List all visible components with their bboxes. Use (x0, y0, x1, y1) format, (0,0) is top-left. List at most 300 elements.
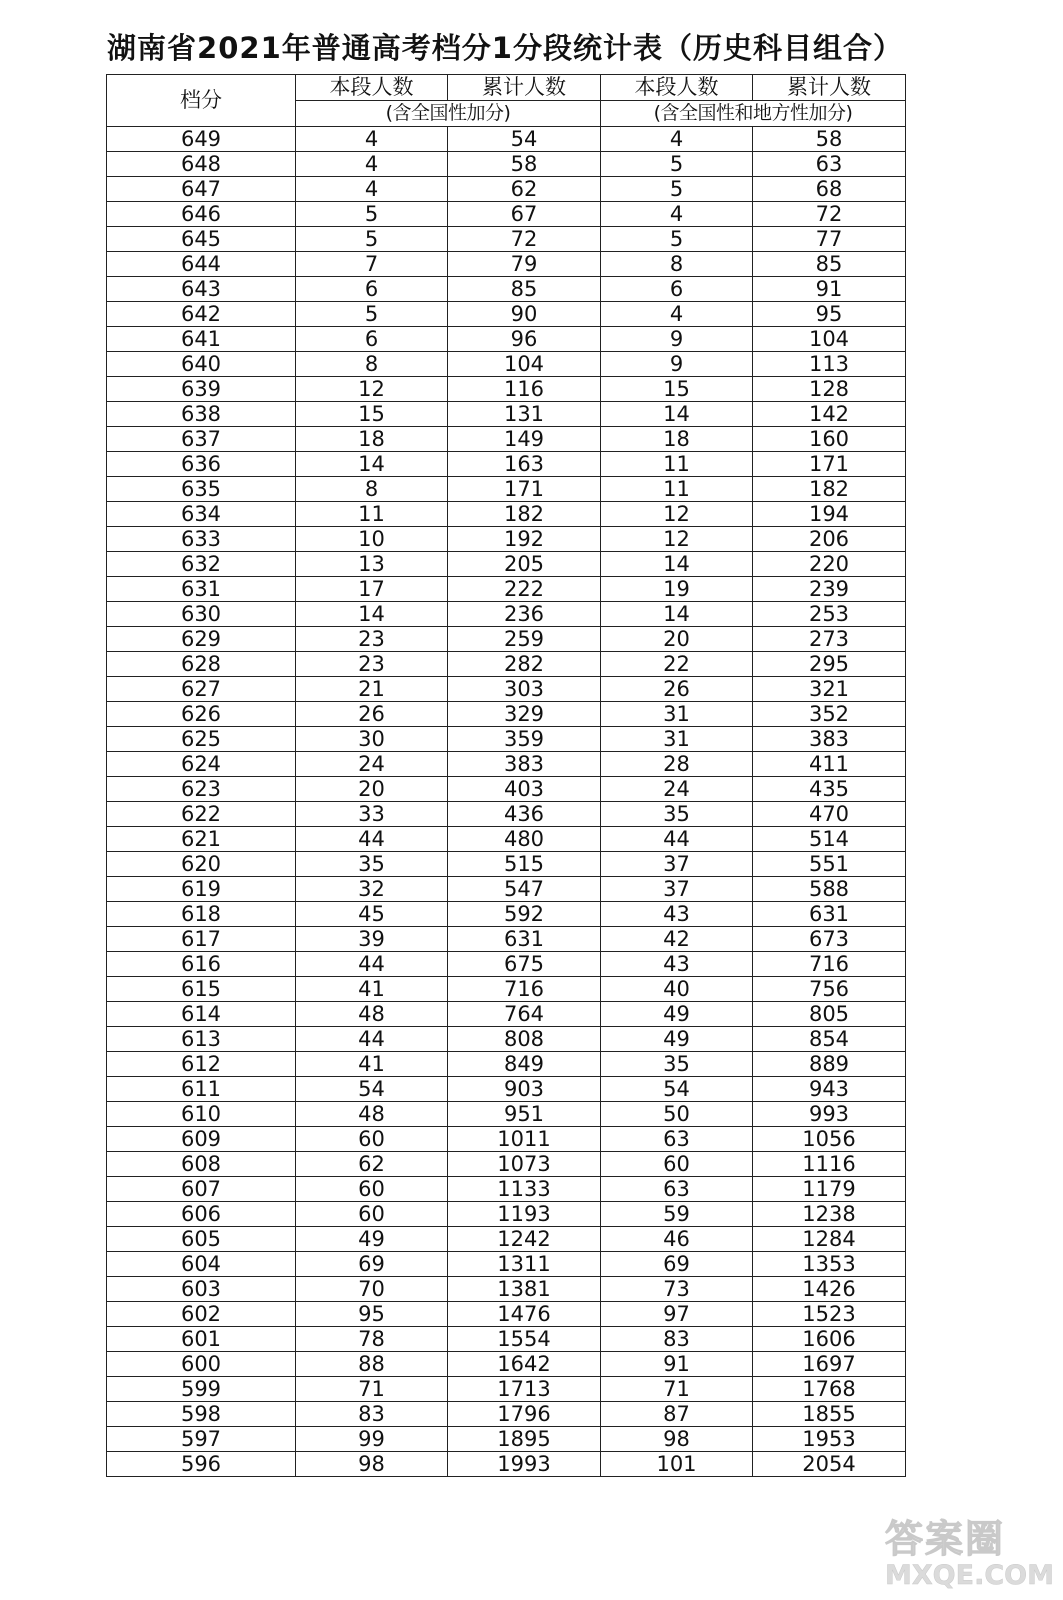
table-row (107, 1002, 906, 1027)
segment-count-cell-1: 26 (296, 702, 448, 727)
table-row (107, 402, 906, 427)
table-row (107, 752, 906, 777)
score-cell: 647 (107, 177, 296, 202)
score-cell: 645 (107, 227, 296, 252)
score-cell: 619 (107, 877, 296, 902)
cumulative-count-cell-1: 85 (448, 277, 601, 302)
segment-count-cell-2: 101 (601, 1452, 753, 1477)
cumulative-count-cell-2: 470 (753, 802, 906, 827)
segment-count-cell-1: 98 (296, 1452, 448, 1477)
score-cell: 639 (107, 377, 296, 402)
segment-count-cell-1: 39 (296, 927, 448, 952)
segment-count-cell-1: 54 (296, 1077, 448, 1102)
cumulative-count-cell-1: 90 (448, 302, 601, 327)
segment-count-cell-1: 15 (296, 402, 448, 427)
cumulative-count-cell-2: 1606 (753, 1327, 906, 1352)
score-cell: 649 (107, 127, 296, 152)
table-row (107, 902, 906, 927)
score-column-header: 档分 (107, 75, 296, 127)
table-header (107, 75, 906, 127)
cumulative-count-cell-1: 259 (448, 627, 601, 652)
segment-count-cell-1: 33 (296, 802, 448, 827)
segment-count-cell-2: 49 (601, 1027, 753, 1052)
segment-count-cell-1: 23 (296, 652, 448, 677)
score-cell: 604 (107, 1252, 296, 1277)
score-cell: 613 (107, 1027, 296, 1052)
segment-count-cell-1: 23 (296, 627, 448, 652)
cumulative-count-cell-1: 1133 (448, 1177, 601, 1202)
segment-count-cell-2: 19 (601, 577, 753, 602)
table-row (107, 1327, 906, 1352)
segment-count-cell-1: 69 (296, 1252, 448, 1277)
segment-count-cell-2: 11 (601, 477, 753, 502)
score-cell: 618 (107, 902, 296, 927)
segment-count-cell-1: 41 (296, 977, 448, 1002)
watermark-logo: 答案圈 (885, 1517, 1006, 1561)
score-cell: 633 (107, 527, 296, 552)
cumulative-count-cell-1: 171 (448, 477, 601, 502)
segment-count-cell-2: 87 (601, 1402, 753, 1427)
cumulative-count-cell-1: 951 (448, 1102, 601, 1127)
score-cell: 626 (107, 702, 296, 727)
table-row (107, 652, 906, 677)
cumulative-count-cell-2: 68 (753, 177, 906, 202)
cumulative-count-cell-2: 588 (753, 877, 906, 902)
segment-count-cell-1: 99 (296, 1427, 448, 1452)
table-row (107, 452, 906, 477)
table-row (107, 1377, 906, 1402)
cumulative-count-cell-2: 1353 (753, 1252, 906, 1277)
cumulative-count-cell-2: 514 (753, 827, 906, 852)
segment-count-cell-2: 26 (601, 677, 753, 702)
score-cell: 627 (107, 677, 296, 702)
cumulative-count-cell-2: 1238 (753, 1202, 906, 1227)
cumulative-count-cell-2: 383 (753, 727, 906, 752)
segment-count-cell-2: 83 (601, 1327, 753, 1352)
table-row (107, 527, 906, 552)
segment-count-cell-2: 63 (601, 1127, 753, 1152)
segment-count-cell-2: 24 (601, 777, 753, 802)
segment-count-cell-1: 4 (296, 177, 448, 202)
segment-count-cell-1: 8 (296, 477, 448, 502)
table-row (107, 827, 906, 852)
segment-count-cell-1: 44 (296, 827, 448, 852)
segment-count-cell-1: 78 (296, 1327, 448, 1352)
score-cell: 625 (107, 727, 296, 752)
score-cell: 646 (107, 202, 296, 227)
table-row (107, 727, 906, 752)
segment-count-cell-1: 20 (296, 777, 448, 802)
cumulative-count-cell-1: 1642 (448, 1352, 601, 1377)
cumulative-count-cell-1: 1311 (448, 1252, 601, 1277)
cumulative-count-cell-1: 547 (448, 877, 601, 902)
cumulative-count-cell-2: 551 (753, 852, 906, 877)
score-cell: 637 (107, 427, 296, 452)
cumulative-count-cell-1: 67 (448, 202, 601, 227)
segment-count-cell-2: 20 (601, 627, 753, 652)
segment-count-cell-1: 32 (296, 877, 448, 902)
score-cell: 599 (107, 1377, 296, 1402)
segment-count-cell-1: 5 (296, 302, 448, 327)
cumulative-count-cell-1: 716 (448, 977, 601, 1002)
score-cell: 648 (107, 152, 296, 177)
segment-count-cell-2: 60 (601, 1152, 753, 1177)
table-body (107, 127, 906, 1477)
cumulative-count-cell-2: 435 (753, 777, 906, 802)
table-row (107, 927, 906, 952)
segment-count-cell-1: 41 (296, 1052, 448, 1077)
segment-count-cell-2: 4 (601, 302, 753, 327)
segment-count-cell-2: 31 (601, 702, 753, 727)
segment-count-header-2: 本段人数 (601, 75, 753, 101)
cumulative-count-cell-1: 480 (448, 827, 601, 852)
segment-count-cell-2: 43 (601, 952, 753, 977)
table-row (107, 127, 906, 152)
cumulative-count-cell-2: 63 (753, 152, 906, 177)
cumulative-count-cell-1: 1796 (448, 1402, 601, 1427)
table-row (107, 602, 906, 627)
table-row (107, 1152, 906, 1177)
cumulative-count-cell-2: 805 (753, 1002, 906, 1027)
segment-count-cell-2: 4 (601, 202, 753, 227)
cumulative-count-cell-2: 352 (753, 702, 906, 727)
segment-count-cell-1: 6 (296, 327, 448, 352)
cumulative-count-cell-1: 1011 (448, 1127, 601, 1152)
cumulative-count-cell-2: 993 (753, 1102, 906, 1127)
table-row (107, 1352, 906, 1377)
segment-count-cell-2: 59 (601, 1202, 753, 1227)
score-cell: 623 (107, 777, 296, 802)
segment-count-cell-1: 62 (296, 1152, 448, 1177)
segment-count-cell-1: 48 (296, 1002, 448, 1027)
score-cell: 620 (107, 852, 296, 877)
table-row (107, 352, 906, 377)
cumulative-count-cell-2: 171 (753, 452, 906, 477)
table-row (107, 1302, 906, 1327)
segment-count-cell-1: 8 (296, 352, 448, 377)
segment-count-cell-2: 97 (601, 1302, 753, 1327)
cumulative-count-cell-2: 239 (753, 577, 906, 602)
table-row (107, 1427, 906, 1452)
cumulative-count-cell-2: 1116 (753, 1152, 906, 1177)
cumulative-count-cell-2: 273 (753, 627, 906, 652)
score-cell: 598 (107, 1402, 296, 1427)
cumulative-count-cell-1: 282 (448, 652, 601, 677)
cumulative-count-cell-1: 903 (448, 1077, 601, 1102)
cumulative-count-cell-2: 321 (753, 677, 906, 702)
table-row (107, 952, 906, 977)
score-cell: 617 (107, 927, 296, 952)
segment-count-cell-1: 49 (296, 1227, 448, 1252)
segment-count-cell-1: 17 (296, 577, 448, 602)
table-row (107, 1077, 906, 1102)
cumulative-count-cell-2: 889 (753, 1052, 906, 1077)
segment-count-cell-2: 50 (601, 1102, 753, 1127)
table-row (107, 277, 906, 302)
cumulative-count-cell-2: 1953 (753, 1427, 906, 1452)
table-row (107, 552, 906, 577)
segment-count-cell-1: 6 (296, 277, 448, 302)
segment-count-cell-2: 44 (601, 827, 753, 852)
cumulative-count-cell-2: 77 (753, 227, 906, 252)
cumulative-count-cell-2: 854 (753, 1027, 906, 1052)
table-row (107, 802, 906, 827)
score-cell: 642 (107, 302, 296, 327)
score-cell: 615 (107, 977, 296, 1002)
table-row (107, 1277, 906, 1302)
cumulative-count-cell-1: 62 (448, 177, 601, 202)
cumulative-count-cell-2: 220 (753, 552, 906, 577)
cumulative-count-cell-1: 403 (448, 777, 601, 802)
table-row (107, 852, 906, 877)
table-row (107, 1252, 906, 1277)
segment-count-cell-2: 9 (601, 327, 753, 352)
cumulative-count-cell-1: 764 (448, 1002, 601, 1027)
segment-count-cell-2: 31 (601, 727, 753, 752)
score-cell: 640 (107, 352, 296, 377)
segment-count-cell-1: 95 (296, 1302, 448, 1327)
watermark-url: MXQE.COM (885, 1560, 1054, 1591)
segment-count-cell-2: 40 (601, 977, 753, 1002)
cumulative-count-cell-1: 236 (448, 602, 601, 627)
cumulative-count-header-1: 累计人数 (448, 75, 601, 101)
cumulative-count-cell-1: 1381 (448, 1277, 601, 1302)
cumulative-count-cell-2: 58 (753, 127, 906, 152)
score-cell: 596 (107, 1452, 296, 1477)
table-row (107, 252, 906, 277)
score-cell: 607 (107, 1177, 296, 1202)
cumulative-count-cell-1: 1713 (448, 1377, 601, 1402)
score-cell: 612 (107, 1052, 296, 1077)
cumulative-count-cell-2: 1768 (753, 1377, 906, 1402)
table-row (107, 377, 906, 402)
table-row (107, 627, 906, 652)
segment-count-cell-1: 44 (296, 1027, 448, 1052)
table-row (107, 977, 906, 1002)
cumulative-count-cell-1: 1895 (448, 1427, 601, 1452)
segment-count-cell-2: 91 (601, 1352, 753, 1377)
segment-count-cell-2: 69 (601, 1252, 753, 1277)
cumulative-count-cell-2: 194 (753, 502, 906, 527)
cumulative-count-cell-2: 113 (753, 352, 906, 377)
segment-count-cell-2: 46 (601, 1227, 753, 1252)
score-cell: 631 (107, 577, 296, 602)
table-row (107, 577, 906, 602)
score-cell: 635 (107, 477, 296, 502)
segment-count-cell-2: 9 (601, 352, 753, 377)
cumulative-count-cell-1: 54 (448, 127, 601, 152)
segment-count-cell-1: 12 (296, 377, 448, 402)
national-local-bonus-note: (含全国性和地方性加分) (601, 101, 906, 127)
score-cell: 624 (107, 752, 296, 777)
segment-count-cell-2: 12 (601, 502, 753, 527)
segment-count-cell-1: 14 (296, 602, 448, 627)
cumulative-count-cell-1: 515 (448, 852, 601, 877)
cumulative-count-cell-1: 1554 (448, 1327, 601, 1352)
segment-count-cell-1: 30 (296, 727, 448, 752)
table-row (107, 777, 906, 802)
score-cell: 643 (107, 277, 296, 302)
score-cell: 641 (107, 327, 296, 352)
watermark (845, 1508, 1055, 1598)
score-cell: 609 (107, 1127, 296, 1152)
national-bonus-note: (含全国性加分) (296, 101, 601, 127)
segment-count-cell-1: 5 (296, 202, 448, 227)
cumulative-count-cell-1: 383 (448, 752, 601, 777)
table-row (107, 202, 906, 227)
segment-count-cell-2: 37 (601, 877, 753, 902)
cumulative-count-cell-1: 436 (448, 802, 601, 827)
cumulative-count-cell-1: 1193 (448, 1202, 601, 1227)
segment-count-cell-2: 4 (601, 127, 753, 152)
segment-count-cell-1: 4 (296, 152, 448, 177)
segment-count-cell-2: 98 (601, 1427, 753, 1452)
table-row (107, 152, 906, 177)
cumulative-count-cell-2: 253 (753, 602, 906, 627)
cumulative-count-cell-1: 631 (448, 927, 601, 952)
cumulative-count-cell-2: 1179 (753, 1177, 906, 1202)
cumulative-count-cell-2: 142 (753, 402, 906, 427)
cumulative-count-cell-2: 160 (753, 427, 906, 452)
page-title: 湖南省2021年普通高考档分1分段统计表（历史科目组合） (107, 31, 903, 65)
cumulative-count-cell-2: 128 (753, 377, 906, 402)
cumulative-count-cell-2: 1697 (753, 1352, 906, 1377)
score-cell: 629 (107, 627, 296, 652)
cumulative-count-cell-1: 1242 (448, 1227, 601, 1252)
cumulative-count-cell-2: 95 (753, 302, 906, 327)
cumulative-count-cell-2: 1855 (753, 1402, 906, 1427)
cumulative-count-cell-2: 206 (753, 527, 906, 552)
score-cell: 634 (107, 502, 296, 527)
score-cell: 603 (107, 1277, 296, 1302)
cumulative-count-cell-2: 411 (753, 752, 906, 777)
score-distribution-table (106, 74, 906, 1477)
cumulative-count-cell-1: 808 (448, 1027, 601, 1052)
cumulative-count-cell-1: 329 (448, 702, 601, 727)
cumulative-count-cell-1: 1993 (448, 1452, 601, 1477)
segment-count-cell-1: 48 (296, 1102, 448, 1127)
header-row-1 (107, 75, 906, 101)
cumulative-count-cell-2: 1056 (753, 1127, 906, 1152)
cumulative-count-cell-1: 116 (448, 377, 601, 402)
cumulative-count-cell-2: 85 (753, 252, 906, 277)
score-cell: 632 (107, 552, 296, 577)
table-row (107, 1202, 906, 1227)
segment-count-cell-1: 4 (296, 127, 448, 152)
segment-count-cell-2: 71 (601, 1377, 753, 1402)
cumulative-count-cell-1: 205 (448, 552, 601, 577)
cumulative-count-cell-2: 72 (753, 202, 906, 227)
segment-count-header-1: 本段人数 (296, 75, 448, 101)
cumulative-count-cell-1: 58 (448, 152, 601, 177)
cumulative-count-cell-2: 2054 (753, 1452, 906, 1477)
cumulative-count-cell-1: 675 (448, 952, 601, 977)
table-row (107, 1227, 906, 1252)
segment-count-cell-1: 44 (296, 952, 448, 977)
cumulative-count-cell-2: 1426 (753, 1277, 906, 1302)
segment-count-cell-1: 24 (296, 752, 448, 777)
cumulative-count-header-2: 累计人数 (753, 75, 906, 101)
score-cell: 614 (107, 1002, 296, 1027)
segment-count-cell-1: 35 (296, 852, 448, 877)
segment-count-cell-2: 15 (601, 377, 753, 402)
score-cell: 638 (107, 402, 296, 427)
table-row (107, 677, 906, 702)
cumulative-count-cell-1: 1073 (448, 1152, 601, 1177)
cumulative-count-cell-1: 149 (448, 427, 601, 452)
segment-count-cell-1: 60 (296, 1177, 448, 1202)
cumulative-count-cell-2: 104 (753, 327, 906, 352)
segment-count-cell-1: 5 (296, 227, 448, 252)
segment-count-cell-1: 45 (296, 902, 448, 927)
cumulative-count-cell-2: 295 (753, 652, 906, 677)
cumulative-count-cell-1: 182 (448, 502, 601, 527)
score-cell: 630 (107, 602, 296, 627)
table-row (107, 1027, 906, 1052)
cumulative-count-cell-2: 943 (753, 1077, 906, 1102)
score-cell: 644 (107, 252, 296, 277)
table-row (107, 702, 906, 727)
table-row (107, 502, 906, 527)
score-cell: 608 (107, 1152, 296, 1177)
score-cell: 628 (107, 652, 296, 677)
cumulative-count-cell-2: 631 (753, 902, 906, 927)
score-cell: 621 (107, 827, 296, 852)
segment-count-cell-2: 54 (601, 1077, 753, 1102)
score-cell: 602 (107, 1302, 296, 1327)
score-cell: 601 (107, 1327, 296, 1352)
score-cell: 622 (107, 802, 296, 827)
segment-count-cell-2: 14 (601, 552, 753, 577)
cumulative-count-cell-1: 131 (448, 402, 601, 427)
segment-count-cell-2: 6 (601, 277, 753, 302)
segment-count-cell-2: 63 (601, 1177, 753, 1202)
score-cell: 606 (107, 1202, 296, 1227)
table-row (107, 1127, 906, 1152)
segment-count-cell-2: 49 (601, 1002, 753, 1027)
cumulative-count-cell-1: 849 (448, 1052, 601, 1077)
cumulative-count-cell-2: 182 (753, 477, 906, 502)
segment-count-cell-1: 60 (296, 1127, 448, 1152)
segment-count-cell-2: 28 (601, 752, 753, 777)
table-row (107, 327, 906, 352)
cumulative-count-cell-2: 1284 (753, 1227, 906, 1252)
segment-count-cell-2: 73 (601, 1277, 753, 1302)
cumulative-count-cell-1: 163 (448, 452, 601, 477)
table-row (107, 302, 906, 327)
cumulative-count-cell-2: 91 (753, 277, 906, 302)
segment-count-cell-1: 83 (296, 1402, 448, 1427)
segment-count-cell-2: 14 (601, 602, 753, 627)
segment-count-cell-1: 7 (296, 252, 448, 277)
table-row (107, 1452, 906, 1477)
segment-count-cell-1: 88 (296, 1352, 448, 1377)
segment-count-cell-1: 60 (296, 1202, 448, 1227)
cumulative-count-cell-1: 1476 (448, 1302, 601, 1327)
cumulative-count-cell-2: 1523 (753, 1302, 906, 1327)
table-row (107, 477, 906, 502)
segment-count-cell-1: 11 (296, 502, 448, 527)
segment-count-cell-2: 11 (601, 452, 753, 477)
segment-count-cell-1: 13 (296, 552, 448, 577)
score-cell: 611 (107, 1077, 296, 1102)
table-row (107, 177, 906, 202)
cumulative-count-cell-2: 716 (753, 952, 906, 977)
cumulative-count-cell-1: 72 (448, 227, 601, 252)
score-cell: 636 (107, 452, 296, 477)
segment-count-cell-2: 22 (601, 652, 753, 677)
score-cell: 597 (107, 1427, 296, 1452)
